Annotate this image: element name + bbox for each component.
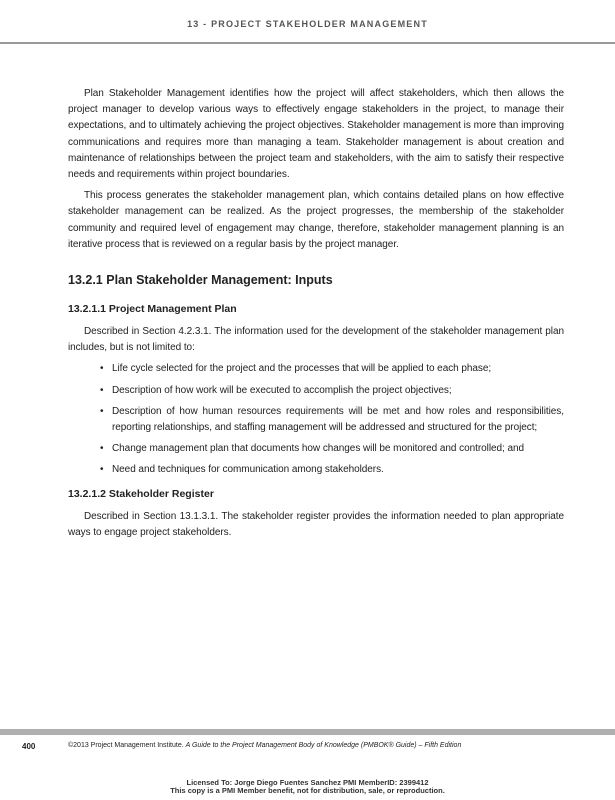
book-title: A Guide to the Project Management Body of Knowledge (PMBOK® Guide) – Fifth Edition bbox=[185, 742, 462, 749]
list-item-text: Change management plan that documents how changes will be monitored and controlled; and bbox=[112, 443, 525, 455]
list-item-text: Life cycle selected for the project and the processes that will be applied to each phase; bbox=[112, 363, 492, 375]
bullet-icon: • bbox=[100, 384, 104, 396]
list-item-text: Description of how human resources requirements will be met and how roles and responsibilities, reporting relationships, and staffing management will be addressed and structured for the project; bbox=[112, 405, 564, 434]
list-item bbox=[68, 404, 564, 436]
list-item-text: Need and techniques for communication among stakeholders. bbox=[112, 464, 384, 476]
footer-citation bbox=[68, 742, 461, 749]
list-item-text: Description of how work will be executed to accomplish the project objectives; bbox=[112, 384, 452, 396]
list-item bbox=[68, 383, 564, 399]
license-line-1: Licensed To: Jorge Diego Fuentes Sanchez PMI MemberID: 2399412 bbox=[186, 778, 429, 787]
list-item bbox=[68, 361, 564, 377]
license-line-2: This copy is a PMI Member benefit, not for distribution, sale, or reproduction. bbox=[170, 786, 445, 795]
subsection-paragraph-stakeholder-register: Described in Section 13.1.3.1. The stakeholder register provides the information needed to plan appropriate ways to engage project stakeholders. bbox=[68, 510, 564, 538]
copyright-text: ©2013 Project Management Institute. bbox=[68, 742, 184, 749]
inputs-bullet-list bbox=[68, 361, 564, 478]
page-header bbox=[0, 0, 615, 44]
bullet-icon: • bbox=[100, 443, 104, 455]
subsection-heading-project-management-plan: 13.2.1.1 Project Management Plan bbox=[68, 303, 237, 316]
page-content bbox=[68, 86, 564, 546]
subsection-paragraph-project-management-plan: Described in Section 4.2.3.1. The information used for the development of the stakeholder management plan includes, but is not limited to: bbox=[68, 326, 564, 354]
bullet-icon: • bbox=[100, 405, 104, 417]
subsection-heading-stakeholder-register: 13.2.1.2 Stakeholder Register bbox=[68, 487, 214, 500]
bullet-icon: • bbox=[100, 464, 104, 476]
chapter-title: 13 - PROJECT STAKEHOLDER MANAGEMENT bbox=[187, 19, 428, 29]
bullet-icon: • bbox=[100, 363, 104, 375]
section-heading: 13.2.1 Plan Stakeholder Management: Inputs bbox=[68, 273, 333, 288]
footer-divider bbox=[0, 729, 615, 735]
intro-paragraph-2: This process generates the stakeholder management plan, which contains detailed plans on how effective stakeholder management can be realized. As the project progresses, the membership of the stakeholder community and required level of engagement may change, therefore, stakeholder management planning is an iterative process that is reviewed on a regular basis by the project manager. bbox=[68, 190, 564, 250]
list-item bbox=[68, 441, 564, 457]
list-item bbox=[68, 462, 564, 478]
intro-paragraph-1: Plan Stakeholder Management identifies how the project will affect stakeholders, which then allows the project manager to develop various ways to effectively engage stakeholders in the project, to manage their expectations, and to ultimately achieving the project objectives. Stakeholder management is more than improving communications and requires more than managing a team. Stakeholder management is about creation and maintenance of relationships between the project team and stakeholders, with the aim to satisfy their respective needs and requirements within project boundaries. bbox=[68, 88, 564, 181]
page-number: 400 bbox=[22, 742, 36, 751]
